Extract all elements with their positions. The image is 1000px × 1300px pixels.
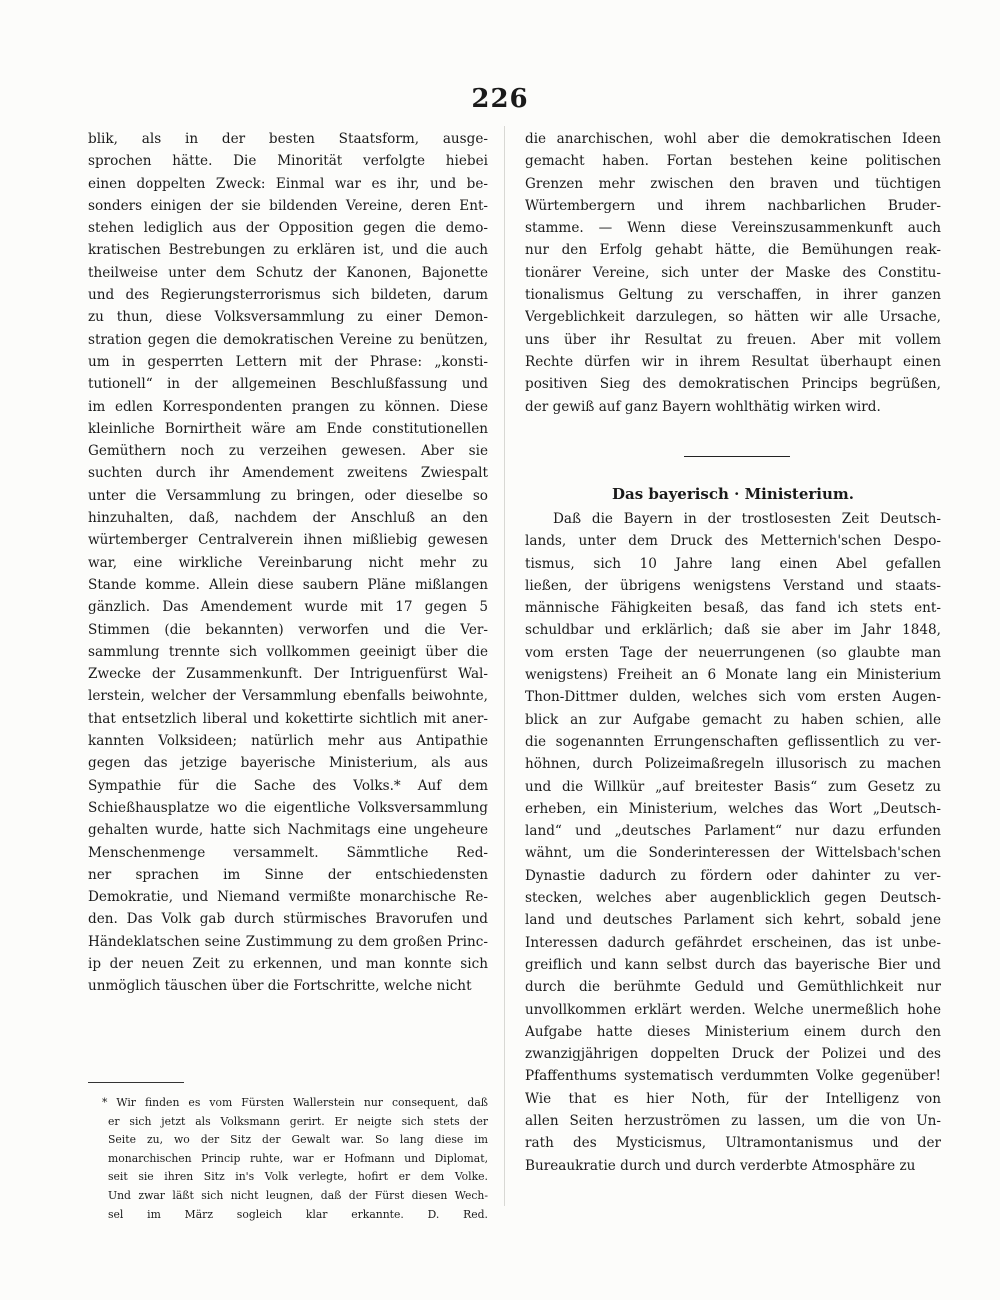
text-line: Pfaffenthums systematisch verdummten Volke gegenüber! [525,1068,941,1085]
text-line: unvollkommen erklärt werden. Welche unermeßlich hohe [525,1001,941,1018]
section-heading: Das bayerisch · Ministerium. [611,485,855,503]
text-line: Und zwar läßt sich nicht leugnen, daß der Fürst diesen Wech- [108,1188,488,1202]
text-line: Wie that es hier Noth, für der Intelligenz von [525,1090,941,1107]
text-line: seit sie ihren Sitz in's Volk verlegte, hofirt er dem Volke. [108,1170,488,1184]
text-line: Dynastie dadurch zu fördern oder dahinter zu ver- [525,867,941,884]
text-line: stehen lediglich aus der Opposition gegen die demo- [88,220,488,237]
text-line: wähnt, um die Sonderinteressen der Wittelsbach'schen [525,845,941,862]
text-line: höhnen, durch Polizeimaßregeln illusorisch zu machen [525,756,941,773]
footnote [88,1094,488,1224]
text-line: einen doppelten Zweck: Einmal war es ihr, und be- [88,175,488,192]
text-line: Würtembergern und ihrem nachbarlichen Bruder- [525,197,941,214]
text-line: kannten Volksideen; natürlich mehr aus Antipathie [88,733,488,750]
text-line: die anarchischen, wohl aber die demokratischen Ideen [525,131,941,147]
text-line: Interessen dadurch gefährdet erscheinen, das ist unbe- [525,934,941,951]
text-line: lands, unter dem Druck des Metternich'schen Despo- [525,533,941,550]
text-line: war, eine wirkliche Vereinbarung nicht mehr zu [88,554,488,571]
text-line: stration gegen die demokratischen Vereine zu benützen, [88,331,488,348]
text-line: lerstein, welcher der Versammlung ebenfalls beiwohnte, [88,688,488,705]
text-line: sammlung trennte sich vollkommen geeinigt über die [88,643,488,660]
text-line: Vergeblichkeit darzulegen, so hätten wir alle Ursache, [525,309,941,326]
text-line: sprochen hätte. Die Minorität verfolgte hiebei [88,153,488,170]
text-line: männische Fähigkeiten besaß, das fand ich stets ent- [525,600,941,617]
text-line: gänzlich. Das Amendement wurde mit 17 gegen 5 [88,599,488,616]
page-number: 226 [471,84,529,114]
text-line: greiflich und kann selbst durch das bayerische Bier und [525,956,941,973]
footnote-rule [88,1082,184,1083]
text-line: erheben, ein Ministerium, welches das Wort „Deutsch- [525,800,941,817]
text-line: land“ und „deutsches Parlament“ nur dazu erfunden [525,823,941,840]
text-line: Thon-Dittmer dulden, welches sich vom ersten Augen- [525,689,941,706]
text-line: Daß die Bayern in der trostlosesten Zeit Deutsch- [553,511,941,527]
text-line: kleinliche Bornirtheit wäre am Ende constitutionellen [88,420,488,437]
column-divider [504,126,505,1206]
text-line: Händeklatschen seine Zustimmung zu dem großen Princ- [88,933,488,950]
text-line: nur den Erfolg gehabt hätte, die Bemühungen reak- [525,242,941,259]
text-line: that entsetzlich liberal und kokettirte sichtlich mit aner- [88,710,488,727]
text-line: land und deutsches Parlament sich kehrt, sobald jene [525,912,941,929]
text-line: und die Willkür „auf breitester Basis“ zum Gesetz zu [525,778,941,795]
text-line: Schießhausplatze wo die eigentliche Volksversammlung [88,799,488,816]
section-divider [684,456,790,457]
text-line: rath des Mysticismus, Ultramontanismus und der [525,1135,941,1152]
text-line: Seite zu, wo der Sitz der Gewalt war. So lang diese im [108,1133,488,1147]
text-line: würtemberger Centralverein ihnen mißliebig gewesen [88,532,488,549]
text-line: ner sprachen im Sinne der entschiedensten [88,866,488,883]
right-column-bottom [525,508,941,1177]
text-line: unmöglich täuschen über die Fortschritte, welche nicht [88,978,472,995]
right-column-top [525,128,941,418]
text-line: unter die Versammlung zu bringen, oder dieselbe so [88,487,488,504]
text-line: Rechte dürfen wir in ihrem Resultat überhaupt einen [525,353,941,370]
text-line: zu thun, diese Volksversammlung zu einer Demon- [88,309,488,326]
text-line: er sich jetzt als Volksmann gerirt. Er neigte sich stets der [108,1114,488,1128]
text-line: wenigstens) Freiheit an 6 Monate lang ein Ministerium [525,667,941,684]
text-line: blick an zur Aufgabe gemacht zu haben schien, alle [525,711,941,728]
text-line: den. Das Volk gab durch stürmisches Bravorufen und [88,911,488,928]
text-line: im edlen Korrespondenten prangen zu können. Diese [88,398,488,415]
text-line: Demokratie, und Niemand vermißte monarchische Re- [88,889,488,906]
text-line: theilweise unter dem Schutz der Kanonen, Bajonette [88,264,488,281]
text-line: sonders einigen der sie bildenden Vereine, deren Ent- [88,197,488,214]
text-line: Grenzen mehr zwischen den braven und tüchtigen [525,175,941,192]
text-line: allen Seiten herzuströmen zu lassen, um die von Un- [525,1113,941,1130]
text-line: ließen, der übrigens wenigstens Verstand und staats- [525,577,941,594]
text-line: Stimmen (die bekannten) verworfen und die Ver- [88,621,488,638]
text-line: sel im März sogleich klar erkannte. D. Red. [108,1207,488,1221]
text-line: stamme. — Wenn diese Vereinszusammenkunft auch [525,220,941,237]
text-line: die sogenannten Errungenschaften geflissentlich zu ver- [525,733,941,750]
text-line: Bureaukratie durch und durch verderbte Atmosphäre zu [525,1157,916,1174]
text-line: Sympathie für die Sache des Volks.* Auf dem [88,777,488,794]
text-line: durch die berühmte Geduld und Gemüthlichkeit nur [525,979,941,996]
text-line: tutionell“ in der allgemeinen Beschlußfassung und [88,376,488,393]
text-line: zwanzigjährigen doppelten Druck der Polizei und des [525,1046,941,1063]
text-line: * Wir finden es vom Fürsten Wallerstein nur consequent, daß [102,1096,488,1109]
text-line: gemacht haben. Fortan bestehen keine politischen [525,153,941,170]
text-line: Zwecke der Zusammenkunft. Der Intriguenfürst Wal- [88,666,488,683]
text-line: Menschenmenge versammelt. Sämmtliche Red- [88,844,488,861]
text-line: suchten durch ihr Amendement zweitens Zwiespalt [88,465,488,482]
text-line: schuldbar und erklärlich; daß sie aber im Jahr 1848, [525,622,941,639]
text-line: monarchischen Princip ruhte, war er Hofmann und Diplomat, [108,1151,488,1165]
text-line: tionalismus Geltung zu verschaffen, in ihrer ganzen [525,287,941,304]
text-line: blik, als in der besten Staatsform, ausge- [88,131,488,147]
text-line: ip der neuen Zeit zu erkennen, und man konnte sich [88,955,488,972]
text-line: gehalten wurde, hatte sich Nachmitags eine ungeheure [88,822,488,839]
left-column [88,128,488,998]
text-line: Aufgabe hatte dieses Ministerium einem durch den [525,1023,941,1040]
text-line: um in gesperrten Lettern mit der Phrase: „konsti- [88,353,488,370]
text-line: tismus, sich 10 Jahre lang einen Abel gefallen [525,555,941,572]
text-line: vom ersten Tage der neuerrungenen (so glaubte man [525,644,941,661]
text-line: Gemüthern noch zu verzeihen gewesen. Aber sie [88,443,488,460]
text-line: uns über ihr Resultat zu freuen. Aber mit vollem [525,331,941,348]
text-line: und des Regierungsterrorismus sich bildeten, darum [88,287,488,304]
text-line: tionärer Vereine, sich unter der Maske des Constitu- [525,264,941,281]
text-line: Stande komme. Allein diese saubern Pläne mißlangen [88,576,488,593]
text-line: stecken, welches aber augenblicklich gegen Deutsch- [525,890,941,907]
text-line: gegen das jetzige bayerische Ministerium, als aus [88,755,488,772]
text-line: positiven Sieg des demokratischen Princips begrüßen, [525,376,941,393]
text-line: kratischen Bestrebungen zu erklären ist, und die auch [88,242,488,259]
text-line: hinzuhalten, daß, nachdem der Anschluß an den [88,510,488,527]
text-line: der gewiß auf ganz Bayern wohlthätig wirken wird. [525,398,881,415]
